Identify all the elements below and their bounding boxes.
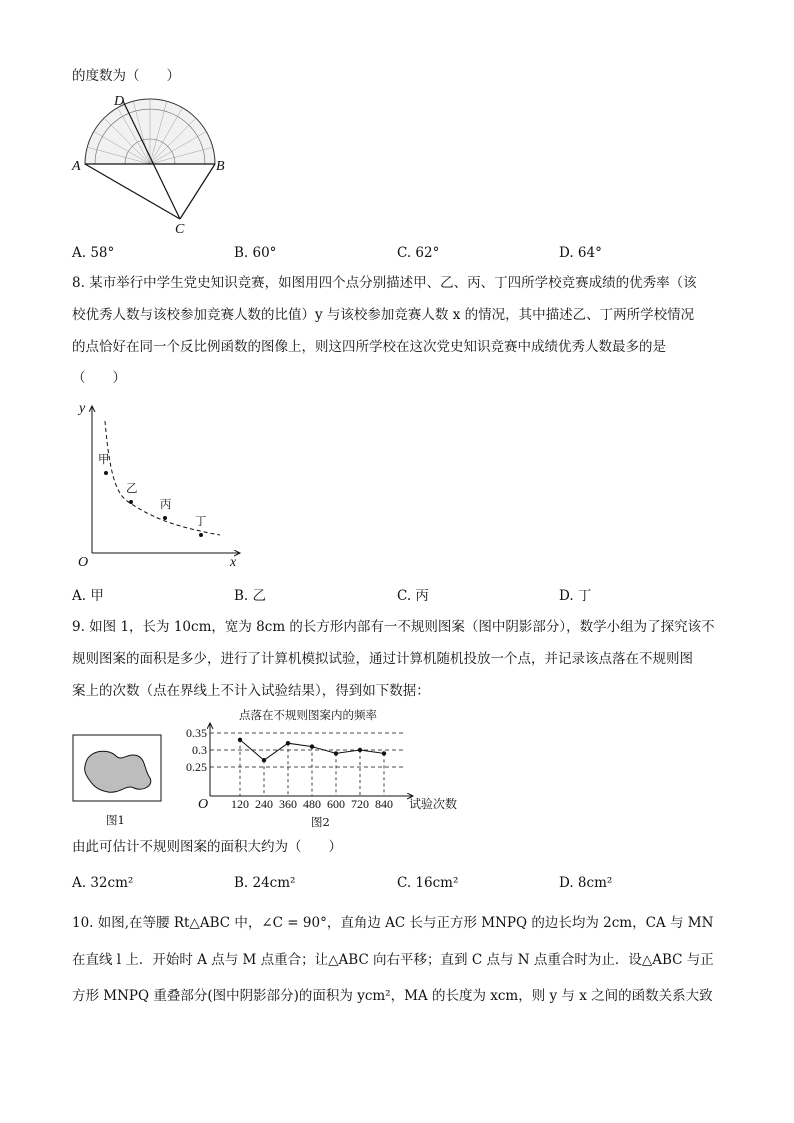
data-point: [262, 758, 266, 762]
q7-protractor-figure: [70, 92, 230, 237]
q9-option-d[interactable]: D. 8cm²: [559, 875, 613, 891]
y-axis-label: y: [79, 401, 86, 416]
data-point: [286, 741, 290, 745]
q8-stem-line-1: 8. 某市举行中学生党史知识竞赛，如图用四个点分别描述甲、乙、丙、丁四所学校竞赛成绩的优秀率（该: [72, 275, 697, 291]
point-label-jia: 甲: [98, 452, 110, 466]
x-tick-label: 600: [327, 797, 345, 811]
data-point: [382, 751, 386, 755]
data-point: [238, 738, 242, 742]
q9-question: 由此可估计不规则图案的面积大约为（ ）: [72, 839, 342, 855]
q7-option-d[interactable]: D. 64°: [559, 245, 602, 261]
x-tick-label: 480: [303, 797, 321, 811]
q9-stem-line-1: 9. 如图 1，长为 10cm，宽为 8cm 的长方形内部有一不规则图案（图中阴影部分），数学小组为了探究该不: [72, 619, 715, 635]
q9-stem-line-2: 规则图案的面积是多少，进行了计算机模拟试验，通过计算机随机投放一个点，并记录该点落在不规则图: [72, 651, 693, 667]
x-tick-label: 240: [255, 797, 273, 811]
point-label-yi: 乙: [126, 481, 138, 495]
q7-option-b[interactable]: B. 60°: [234, 245, 277, 261]
q8-stem-line-2: 校优秀人数与该校参加竞赛人数的比值）y 与该校参加竞赛人数 x 的情况，其中描述乙、丁两所学校情况: [72, 307, 695, 323]
y-tick-label: 0.35: [186, 726, 207, 740]
q9-option-a[interactable]: A. 32cm²: [72, 875, 134, 891]
q8-option-a[interactable]: A. 甲: [72, 588, 104, 604]
q7-stem-tail: 的度数为（ ）: [72, 68, 180, 84]
point-label-d: D: [114, 94, 125, 109]
q9-stem-line-3: 案上的次数（点在界线上不计入试验结果），得到如下数据：: [72, 683, 430, 699]
q9-option-b[interactable]: B. 24cm²: [234, 875, 296, 891]
fig2-caption: 图2: [311, 815, 330, 829]
data-point: [310, 744, 314, 748]
x-tick-label: 840: [375, 797, 393, 811]
y-tick-label: 0.3: [192, 743, 207, 757]
data-point: [334, 751, 338, 755]
chart-title: 点落在不规则图案内的频率: [239, 708, 377, 722]
point-label-a: A: [72, 159, 81, 174]
chart-origin-label: O: [198, 797, 209, 812]
x-tick-label: 360: [279, 797, 297, 811]
origin-label: O: [78, 555, 89, 570]
q8-option-c[interactable]: C. 丙: [397, 588, 429, 604]
q7-option-a[interactable]: A. 58°: [72, 245, 115, 261]
q10-stem-line-2: 在直线 l 上．开始时 A 点与 M 点重合；让△ABC 向右平移；直到 C 点与 N 点重合时为止．设△ABC 与正: [72, 952, 714, 968]
q7-option-c[interactable]: C. 62°: [397, 245, 440, 261]
x-axis-label: x: [230, 555, 237, 570]
q10-stem-line-1: 10. 如图,在等腰 Rt△ABC 中，∠C = 90°，直角边 AC 长与正方形 MNPQ 的边长均为 2cm，CA 与 MN: [72, 915, 714, 931]
point-label-c: C: [175, 222, 185, 237]
q8-option-d[interactable]: D. 丁: [559, 588, 592, 604]
x-tick-label: 720: [351, 797, 369, 811]
q9-option-c[interactable]: C. 16cm²: [397, 875, 459, 891]
q9-figure-1: [72, 734, 164, 830]
y-tick-label: 0.25: [186, 760, 207, 774]
q8-option-b[interactable]: B. 乙: [234, 588, 267, 604]
point-label-bing: 丙: [160, 497, 172, 511]
q8-stem-line-3: 的点恰好在同一个反比例函数的图像上，则这四所学校在这次党史知识竞赛中成绩优秀人数最多的是: [72, 339, 666, 355]
data-point: [358, 748, 362, 752]
q8-stem-line-4: （ ）: [72, 370, 126, 386]
q8-reciprocal-graph: [70, 396, 250, 571]
x-tick-label: 120: [231, 797, 249, 811]
point-label-ding: 丁: [195, 514, 207, 528]
q10-stem-line-3: 方形 MNPQ 重叠部分(图中阴影部分)的面积为 ycm²，MA 的长度为 xcm，则 y 与 x 之间的函数关系大致: [72, 988, 713, 1004]
fig1-caption: 图1: [106, 813, 125, 827]
chart-x-label: 试验次数: [409, 797, 458, 811]
point-label-b: B: [216, 159, 225, 174]
q9-frequency-chart: [180, 705, 470, 830]
